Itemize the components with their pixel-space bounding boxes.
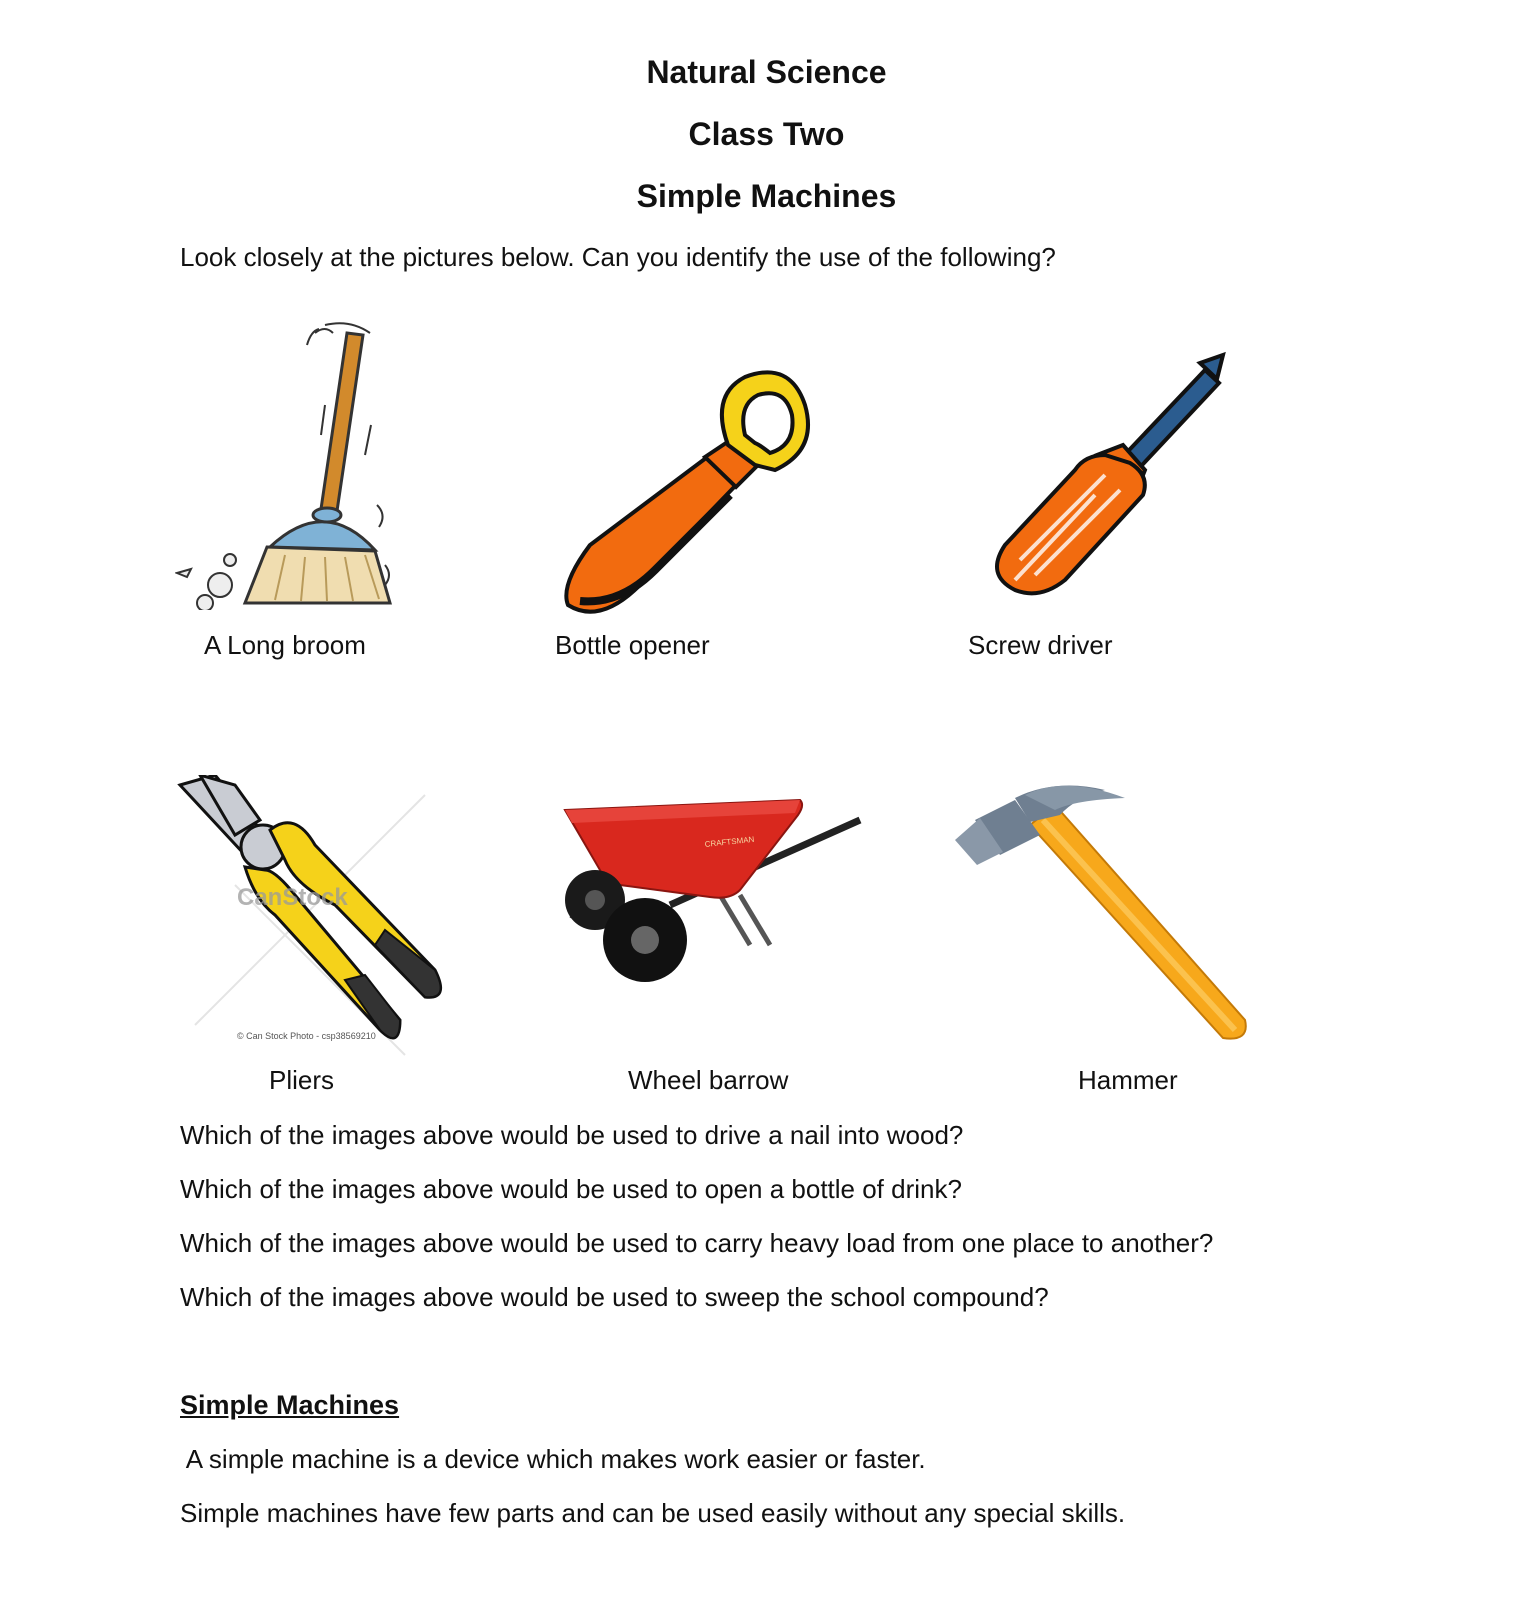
item-label-hammer: Hammer	[1078, 1065, 1178, 1095]
item-label-wheelbarrow: Wheel barrow	[628, 1065, 789, 1095]
section-heading: Simple Machines	[180, 1390, 400, 1420]
broom-icon	[175, 315, 410, 610]
question-1: Which of the images above would be used to drive a nail into wood?	[180, 1120, 964, 1150]
question-3: Which of the images above would be used to carry heavy load from one place to another?	[180, 1228, 1214, 1258]
bottle-opener-icon	[560, 365, 820, 615]
pliers-watermark: CanStock	[237, 884, 348, 911]
wheelbarrow-brand: CRAFTSMAN	[704, 834, 755, 849]
topic-title: Simple Machines	[636, 178, 897, 214]
note-text: Simple machines have few parts and can be used easily without any special skills.	[180, 1498, 1126, 1528]
intro-text: Look closely at the pictures below. Can you identify the use of the following?	[180, 242, 1056, 272]
page-title: Natural Science	[646, 54, 887, 90]
definition-text: A simple machine is a device which makes work easier or faster.	[180, 1444, 926, 1474]
screwdriver-icon	[985, 345, 1235, 610]
hammer-icon	[955, 780, 1255, 1050]
question-2: Which of the images above would be used to open a bottle of drink?	[180, 1174, 962, 1204]
item-label-screwdriver: Screw driver	[968, 630, 1113, 660]
pliers-credit: © Can Stock Photo - csp38569210	[237, 1031, 376, 1041]
item-label-broom: A Long broom	[204, 630, 366, 660]
class-title: Class Two	[688, 116, 845, 152]
item-label-bottle-opener: Bottle opener	[555, 630, 710, 660]
pliers-figure	[175, 775, 450, 1065]
question-4: Which of the images above would be used to sweep the school compound?	[180, 1282, 1049, 1312]
item-label-pliers: Pliers	[269, 1065, 335, 1095]
pliers-icon	[175, 775, 450, 1065]
wheelbarrow-icon	[560, 785, 870, 1000]
